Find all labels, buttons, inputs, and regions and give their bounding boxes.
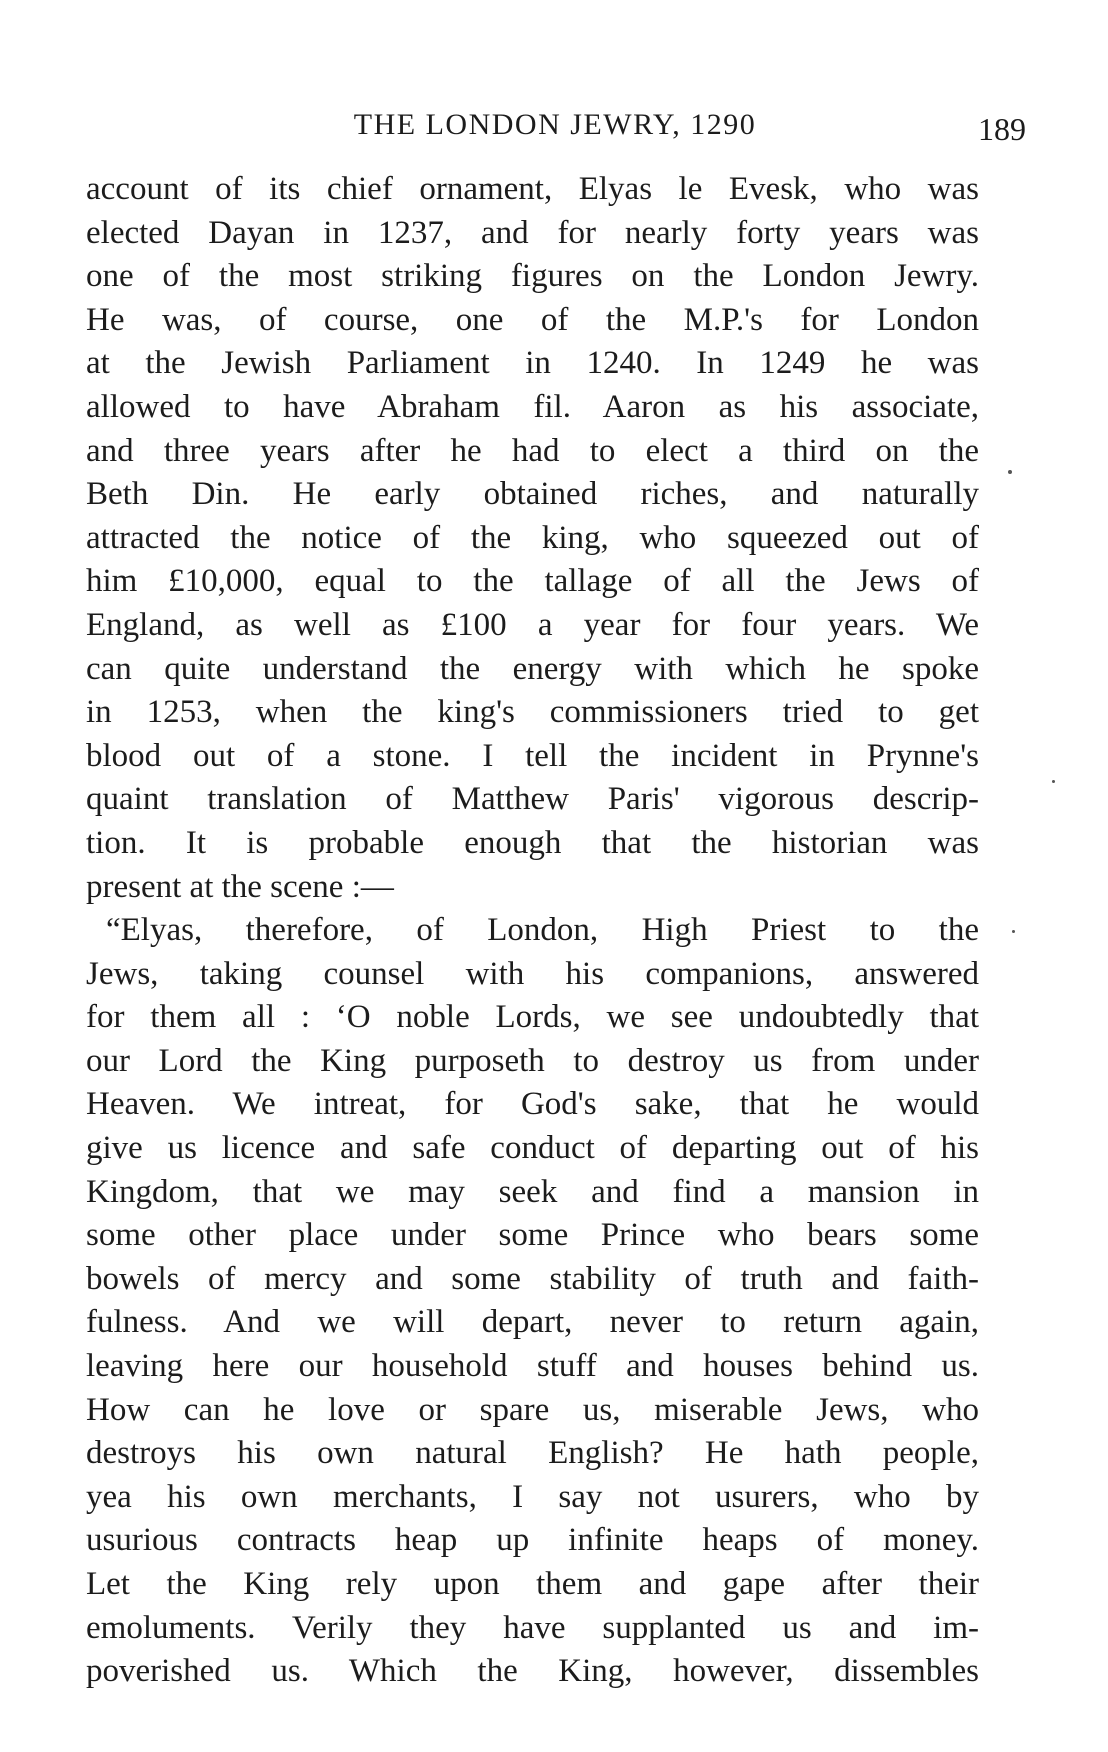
running-head	[84, 102, 1026, 148]
text-line: some other place under some Prince who bears some	[86, 1217, 979, 1254]
text-line: account of its chief ornament, Elyas le Evesk, who was	[86, 171, 979, 207]
text-line: poverished us. Which the King, however, dissembles	[86, 1653, 979, 1690]
text-line: at the Jewish Parliament in 1240. In 1249 he was	[86, 345, 979, 382]
running-title: THE LONDON JEWRY, 1290	[353, 108, 757, 141]
text-line: present at the scene :—	[86, 868, 394, 905]
text-line: destroys his own natural English? He hath people,	[86, 1435, 979, 1472]
text-line: for them all : ‘O noble Lords, we see undoubtedly that	[86, 999, 979, 1036]
text-line: elected Dayan in 1237, and for nearly forty years was	[86, 214, 979, 251]
text-line: leaving here our household stuff and houses behind us.	[86, 1348, 979, 1385]
text-line: one of the most striking figures on the London Jewry.	[86, 258, 979, 295]
text-line: Heaven. We intreat, for God's sake, that he would	[86, 1086, 979, 1123]
text-line: blood out of a stone. I tell the incident in Prynne's	[86, 737, 979, 774]
print-speck	[1008, 470, 1012, 474]
text-line: tion. It is probable enough that the historian was	[86, 824, 979, 861]
text-line: Jews, taking counsel with his companions, answered	[86, 955, 979, 992]
text-line: “Elyas, therefore, of London, High Priest to the	[106, 912, 979, 949]
text-line: can quite understand the energy with which he spoke	[86, 650, 979, 687]
text-line: England, as well as £100 a year for four years. We	[86, 606, 979, 643]
text-line: yea his own merchants, I say not usurers, who by	[86, 1478, 979, 1515]
print-speck	[1052, 780, 1055, 783]
text-line: Kingdom, that we may seek and find a mansion in	[86, 1173, 979, 1210]
page-number: 189	[978, 111, 1026, 147]
text-line: in 1253, when the king's commissioners tried to get	[86, 694, 979, 731]
text-line: quaint translation of Matthew Paris' vigorous descrip-	[86, 781, 979, 818]
text-line: give us licence and safe conduct of departing out of his	[86, 1130, 979, 1167]
text-line: allowed to have Abraham fil. Aaron as his associate,	[86, 388, 979, 425]
text-line: He was, of course, one of the M.P.'s for London	[86, 301, 979, 338]
text-line: usurious contracts heap up infinite heaps of money.	[86, 1522, 979, 1559]
text-line: emoluments. Verily they have supplanted us and im-	[86, 1609, 979, 1646]
body-text	[86, 168, 979, 1694]
text-line: him £10,000, equal to the tallage of all the Jews of	[86, 563, 979, 600]
text-line: How can he love or spare us, miserable Jews, who	[86, 1391, 979, 1428]
text-line: Let the King rely upon them and gape after their	[86, 1566, 979, 1602]
text-line: our Lord the King purposeth to destroy us from under	[86, 1042, 979, 1079]
text-line: Beth Din. He early obtained riches, and naturally	[86, 476, 979, 513]
text-line: and three years after he had to elect a third on the	[86, 432, 979, 469]
text-line: fulness. And we will depart, never to return again,	[86, 1304, 979, 1341]
text-line: bowels of mercy and some stability of truth and faith-	[86, 1260, 979, 1297]
print-speck	[1012, 930, 1015, 933]
text-line: attracted the notice of the king, who squeezed out of	[86, 519, 979, 556]
